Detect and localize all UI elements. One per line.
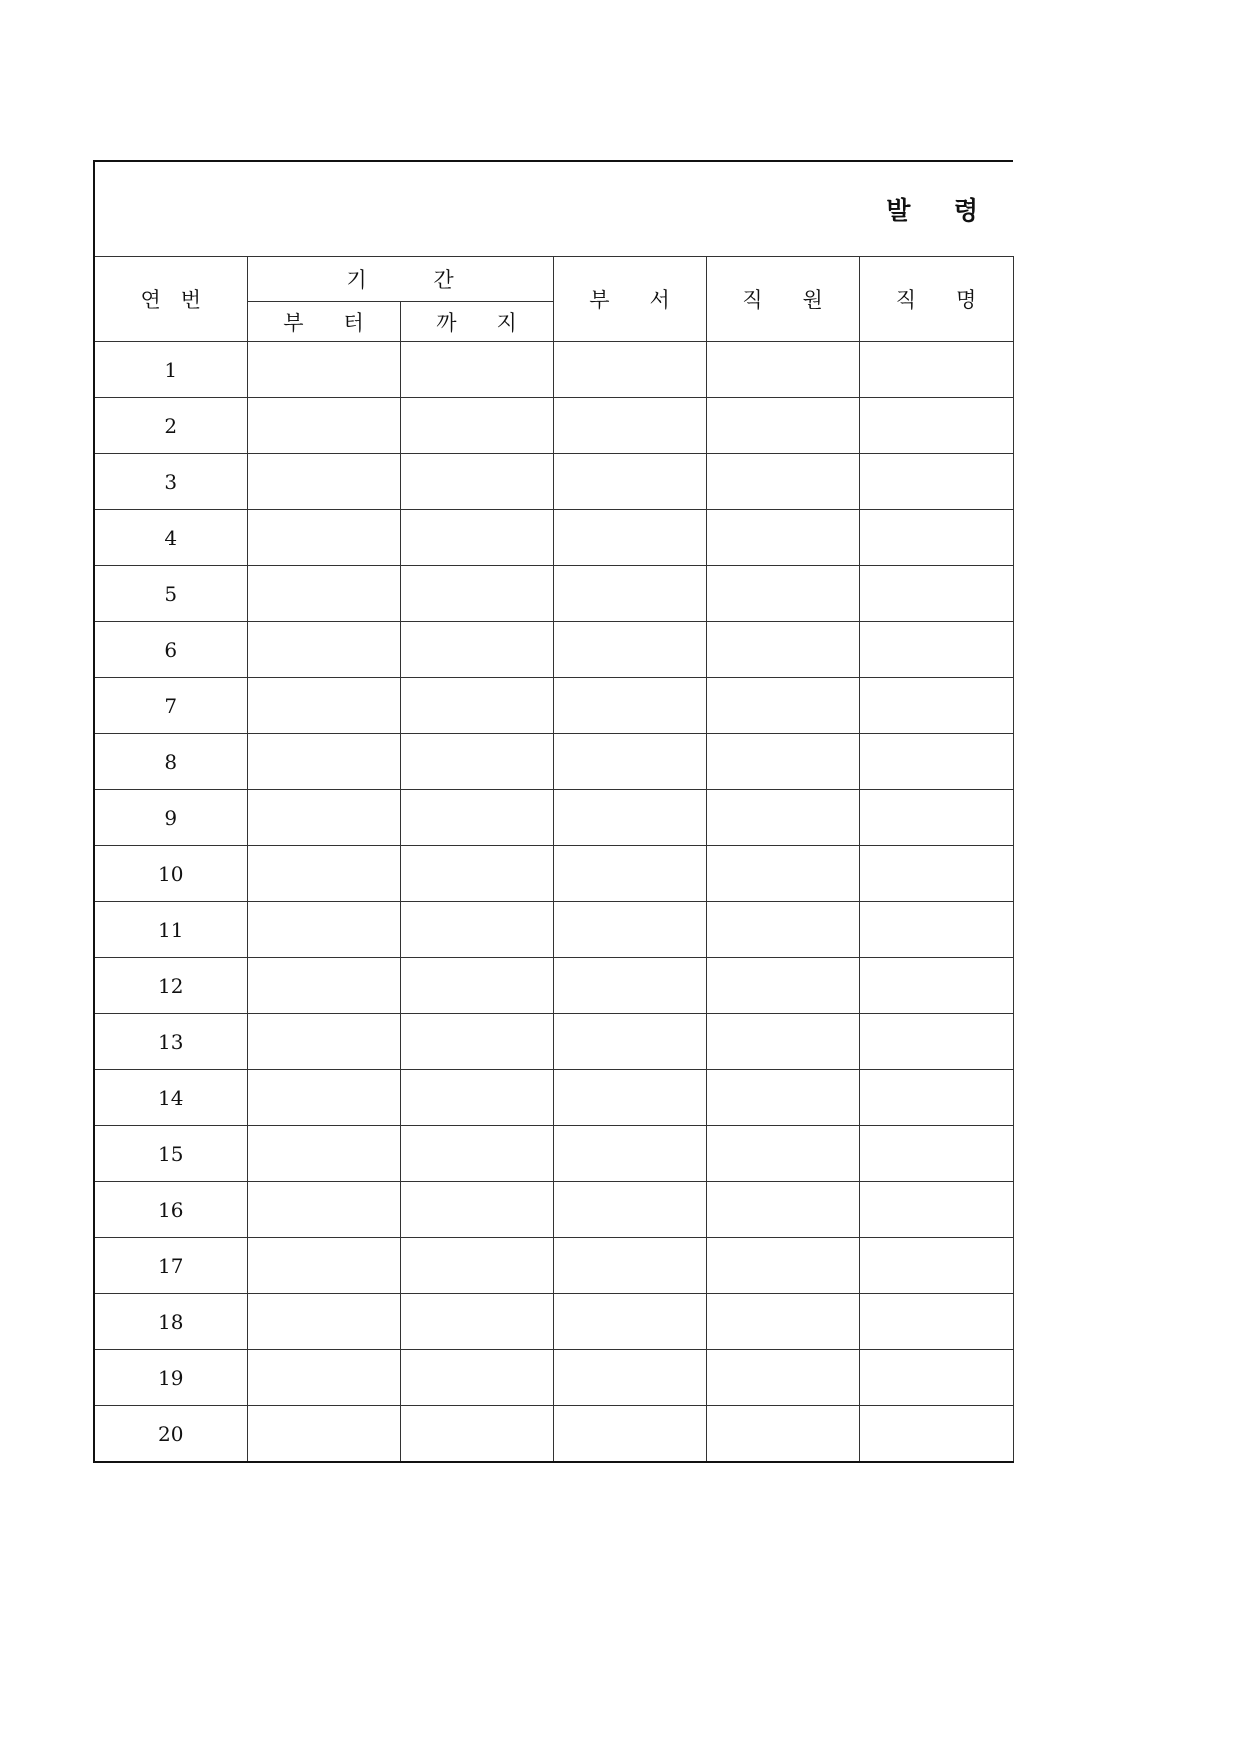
employee-cell[interactable]	[706, 902, 859, 958]
header-employee: 직 원	[706, 257, 859, 342]
form-title: 발 령	[886, 196, 979, 225]
department-cell[interactable]	[553, 1070, 706, 1126]
row-number: 18	[94, 1294, 247, 1350]
header-to: 까 지	[400, 302, 553, 342]
to-cell[interactable]	[400, 454, 553, 510]
to-cell[interactable]	[400, 1126, 553, 1182]
from-cell[interactable]	[247, 1014, 400, 1070]
employee-cell[interactable]	[706, 566, 859, 622]
employee-cell[interactable]	[706, 1350, 859, 1406]
position-cell[interactable]	[859, 678, 1013, 734]
position-cell[interactable]	[859, 902, 1013, 958]
row-number: 14	[94, 1070, 247, 1126]
from-cell[interactable]	[247, 510, 400, 566]
to-cell[interactable]	[400, 734, 553, 790]
from-cell[interactable]	[247, 1126, 400, 1182]
employee-cell[interactable]	[706, 510, 859, 566]
to-cell[interactable]	[400, 958, 553, 1014]
position-cell[interactable]	[859, 1126, 1013, 1182]
row-number: 10	[94, 846, 247, 902]
to-cell[interactable]	[400, 902, 553, 958]
row-number: 3	[94, 454, 247, 510]
to-cell[interactable]	[400, 1238, 553, 1294]
row-number: 5	[94, 566, 247, 622]
row-number: 16	[94, 1182, 247, 1238]
department-cell[interactable]	[553, 622, 706, 678]
department-cell[interactable]	[553, 342, 706, 398]
to-cell[interactable]	[400, 1350, 553, 1406]
row-number: 8	[94, 734, 247, 790]
from-cell[interactable]	[247, 566, 400, 622]
header-position: 직 명	[859, 257, 1013, 342]
table-row	[94, 1294, 1013, 1350]
table-row	[94, 1238, 1013, 1294]
department-cell[interactable]	[553, 566, 706, 622]
from-cell[interactable]	[247, 1406, 400, 1463]
title-cell	[94, 161, 1013, 257]
row-number: 6	[94, 622, 247, 678]
employee-cell[interactable]	[706, 734, 859, 790]
row-number: 11	[94, 902, 247, 958]
from-cell[interactable]	[247, 1182, 400, 1238]
department-cell[interactable]	[553, 678, 706, 734]
position-cell[interactable]	[859, 398, 1013, 454]
table-row	[94, 1070, 1013, 1126]
row-number: 4	[94, 510, 247, 566]
position-cell[interactable]	[859, 566, 1013, 622]
header-period: 기 간	[247, 257, 553, 302]
to-cell[interactable]	[400, 566, 553, 622]
department-cell[interactable]	[553, 510, 706, 566]
table-row	[94, 622, 1013, 678]
department-cell[interactable]	[553, 902, 706, 958]
to-cell[interactable]	[400, 1182, 553, 1238]
table-row	[94, 846, 1013, 902]
from-cell[interactable]	[247, 1294, 400, 1350]
from-cell[interactable]	[247, 1350, 400, 1406]
row-number: 9	[94, 790, 247, 846]
row-number: 12	[94, 958, 247, 1014]
position-cell[interactable]	[859, 734, 1013, 790]
position-cell[interactable]	[859, 510, 1013, 566]
table-row	[94, 958, 1013, 1014]
employee-cell[interactable]	[706, 790, 859, 846]
employee-cell[interactable]	[706, 958, 859, 1014]
position-cell[interactable]	[859, 1238, 1013, 1294]
table-row	[94, 1406, 1013, 1463]
appointment-form-table	[93, 160, 1014, 1463]
department-cell[interactable]	[553, 734, 706, 790]
department-cell[interactable]	[553, 846, 706, 902]
position-cell[interactable]	[859, 1294, 1013, 1350]
position-cell[interactable]	[859, 454, 1013, 510]
department-cell[interactable]	[553, 1406, 706, 1463]
position-cell[interactable]	[859, 1014, 1013, 1070]
row-number: 19	[94, 1350, 247, 1406]
from-cell[interactable]	[247, 342, 400, 398]
to-cell[interactable]	[400, 510, 553, 566]
table-row	[94, 790, 1013, 846]
from-cell[interactable]	[247, 1238, 400, 1294]
table-row	[94, 342, 1013, 398]
position-cell[interactable]	[859, 958, 1013, 1014]
row-number: 2	[94, 398, 247, 454]
title-row	[94, 161, 1013, 257]
department-cell[interactable]	[553, 454, 706, 510]
position-cell[interactable]	[859, 1070, 1013, 1126]
table-row	[94, 510, 1013, 566]
table-row	[94, 902, 1013, 958]
table-row	[94, 1182, 1013, 1238]
table-row	[94, 734, 1013, 790]
position-cell[interactable]	[859, 846, 1013, 902]
from-cell[interactable]	[247, 790, 400, 846]
employee-cell[interactable]	[706, 1294, 859, 1350]
header-serial: 연 번	[94, 257, 247, 342]
header-from: 부 터	[247, 302, 400, 342]
to-cell[interactable]	[400, 1406, 553, 1463]
from-cell[interactable]	[247, 958, 400, 1014]
from-cell[interactable]	[247, 902, 400, 958]
to-cell[interactable]	[400, 678, 553, 734]
employee-cell[interactable]	[706, 1070, 859, 1126]
department-cell[interactable]	[553, 1294, 706, 1350]
from-cell[interactable]	[247, 622, 400, 678]
to-cell[interactable]	[400, 1070, 553, 1126]
to-cell[interactable]	[400, 1294, 553, 1350]
department-cell[interactable]	[553, 1350, 706, 1406]
table-row	[94, 1014, 1013, 1070]
row-number: 13	[94, 1014, 247, 1070]
row-number: 7	[94, 678, 247, 734]
employee-cell[interactable]	[706, 1406, 859, 1463]
to-cell[interactable]	[400, 342, 553, 398]
from-cell[interactable]	[247, 454, 400, 510]
position-cell[interactable]	[859, 622, 1013, 678]
row-number: 20	[94, 1406, 247, 1463]
employee-cell[interactable]	[706, 398, 859, 454]
employee-cell[interactable]	[706, 846, 859, 902]
table-row	[94, 678, 1013, 734]
row-number: 17	[94, 1238, 247, 1294]
from-cell[interactable]	[247, 398, 400, 454]
department-cell[interactable]	[553, 958, 706, 1014]
position-cell[interactable]	[859, 1182, 1013, 1238]
position-cell[interactable]	[859, 1350, 1013, 1406]
form-rows	[94, 342, 1013, 1463]
department-cell[interactable]	[553, 398, 706, 454]
from-cell[interactable]	[247, 846, 400, 902]
table-row	[94, 398, 1013, 454]
position-cell[interactable]	[859, 342, 1013, 398]
to-cell[interactable]	[400, 1014, 553, 1070]
department-cell[interactable]	[553, 1182, 706, 1238]
to-cell[interactable]	[400, 398, 553, 454]
row-number: 15	[94, 1126, 247, 1182]
employee-cell[interactable]	[706, 1238, 859, 1294]
to-cell[interactable]	[400, 790, 553, 846]
department-cell[interactable]	[553, 1126, 706, 1182]
table-row	[94, 454, 1013, 510]
employee-cell[interactable]	[706, 1014, 859, 1070]
department-cell[interactable]	[553, 1014, 706, 1070]
table-row	[94, 566, 1013, 622]
position-cell[interactable]	[859, 790, 1013, 846]
row-number: 1	[94, 342, 247, 398]
table-row	[94, 1126, 1013, 1182]
position-cell[interactable]	[859, 1406, 1013, 1463]
from-cell[interactable]	[247, 678, 400, 734]
employee-cell[interactable]	[706, 454, 859, 510]
employee-cell[interactable]	[706, 678, 859, 734]
header-department: 부 서	[553, 257, 706, 342]
department-cell[interactable]	[553, 790, 706, 846]
employee-cell[interactable]	[706, 622, 859, 678]
department-cell[interactable]	[553, 1238, 706, 1294]
employee-cell[interactable]	[706, 1126, 859, 1182]
header-row-1	[94, 257, 1013, 302]
to-cell[interactable]	[400, 846, 553, 902]
employee-cell[interactable]	[706, 342, 859, 398]
to-cell[interactable]	[400, 622, 553, 678]
employee-cell[interactable]	[706, 1182, 859, 1238]
from-cell[interactable]	[247, 1070, 400, 1126]
from-cell[interactable]	[247, 734, 400, 790]
table-row	[94, 1350, 1013, 1406]
